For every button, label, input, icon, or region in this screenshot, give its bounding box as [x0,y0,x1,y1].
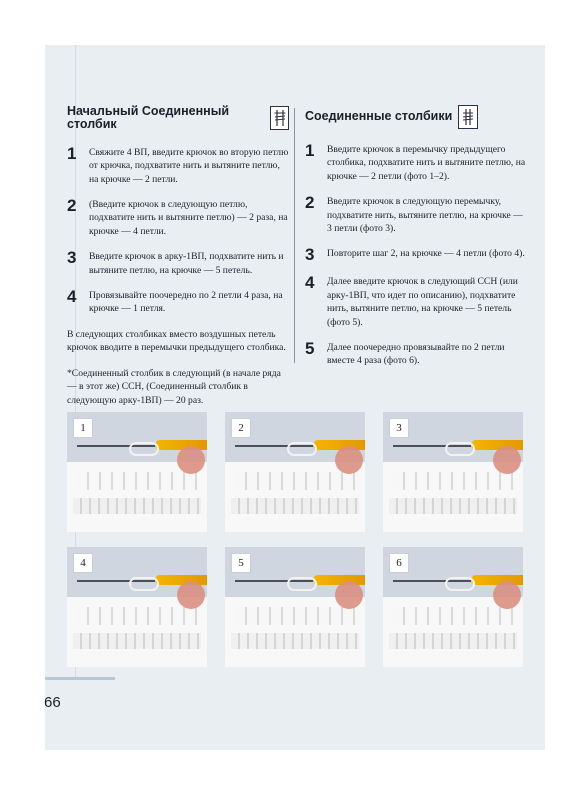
yarn-loop [445,577,475,591]
right-column-title-text: Соединенные столбики [305,109,453,124]
page-left-margin [45,45,57,750]
left-column-title-text: Начальный Соединенный столбик [67,104,230,132]
page [45,45,545,750]
step-text: Повторите шаг 2, на крючке — 4 петли (фото 4). [327,248,525,260]
step-number: 1 [67,143,77,163]
right-step [305,143,527,183]
left-step [67,289,289,316]
step-text: Введите крючок в перемычку предыдущего столбика, подхватите нить и вытяните петлю, на крючке — 2 петли (фото 1–2). [327,144,526,182]
hand [335,446,363,474]
step-text: Свяжите 4 ВП, введите крючок во вторую петлю от крючка, подхватите нить и вытяните петлю, на крючке — 2 петли. [89,146,289,185]
right-step [305,247,527,263]
left-step [67,250,289,277]
photo-number-badge: 5 [231,553,251,573]
step-number: 1 [305,141,315,160]
left-step [67,143,289,186]
step-text: Провязывайте поочередно по 2 петли 4 раза, на крючке — 1 петля. [89,290,283,315]
left-step [67,198,289,238]
yarn-loop [445,442,475,456]
yarn-loop [129,442,159,456]
joined-stitches-symbol-icon [458,105,478,129]
step-number: 3 [67,248,77,268]
step-text: (Введите крючок в следующую петлю, подхватите нить и вытяните петлю) — 2 раза, на крючке — 4 петли. [89,199,288,237]
step-text: Введите крючок в арку-1ВП, подхватите нить и вытяните петлю, на крючке — 5 петель. [89,251,284,276]
photo-step-1 [67,412,207,532]
joined-stitch-symbol-icon [270,106,289,130]
photo-number-badge: 2 [231,418,251,438]
photo-number-badge: 6 [389,553,409,573]
step-number: 5 [305,339,315,359]
hand [493,446,521,474]
footer-accent-bar [45,677,115,680]
hand [335,581,363,609]
step-number: 4 [305,273,315,293]
step-text: Введите крючок в следующую перемычку, подхватите нить, вытяните петлю, на крючке — 3 петли (фото 3). [327,196,523,235]
step-number: 2 [67,196,77,216]
step-number: 3 [305,245,315,265]
step-text: Далее поочередно провязывайте по 2 петли вместе 4 раза (фото 6). [327,342,505,367]
step-text: Далее введите крючок в следующий ССН (или арку-1ВП, что идет по описанию), подхватите нить, вытяните петлю, на крючке — 5 петель (фото 5). [327,276,518,328]
step-number: 4 [67,287,77,307]
yarn-loop [129,577,159,591]
hand [177,446,205,474]
photo-step-5 [225,547,365,667]
yarn-loop [287,577,317,591]
left-instructions-column [67,105,289,419]
photo-step-2 [225,412,365,532]
photo-number-badge: 3 [389,418,409,438]
photo-step-4 [67,547,207,667]
right-instructions-column [305,105,527,380]
instruction-note: *Соединенный столбик в следующий (в начале ряда — в этот же) ССН, (Соединенный столбик в следующую арку-1ВП) — 20 раз. [67,367,281,406]
right-column-title [305,105,527,129]
hand [177,581,205,609]
photo-number-badge: 4 [73,553,93,573]
photo-number-badge: 1 [73,418,93,438]
left-column-title [67,105,289,132]
page-number: 66 [44,694,61,711]
photo-step-3 [383,412,523,532]
instruction-note: В следующих столбиках вместо воздушных петель крючок вводите в перемычки предыдущего столбика. [67,328,286,354]
photo-step-6 [383,547,523,667]
hand [493,581,521,609]
yarn-loop [287,442,317,456]
right-step [305,195,527,235]
step-number: 2 [305,193,315,213]
right-step [305,275,527,329]
column-divider [294,108,295,363]
right-step [305,341,527,368]
